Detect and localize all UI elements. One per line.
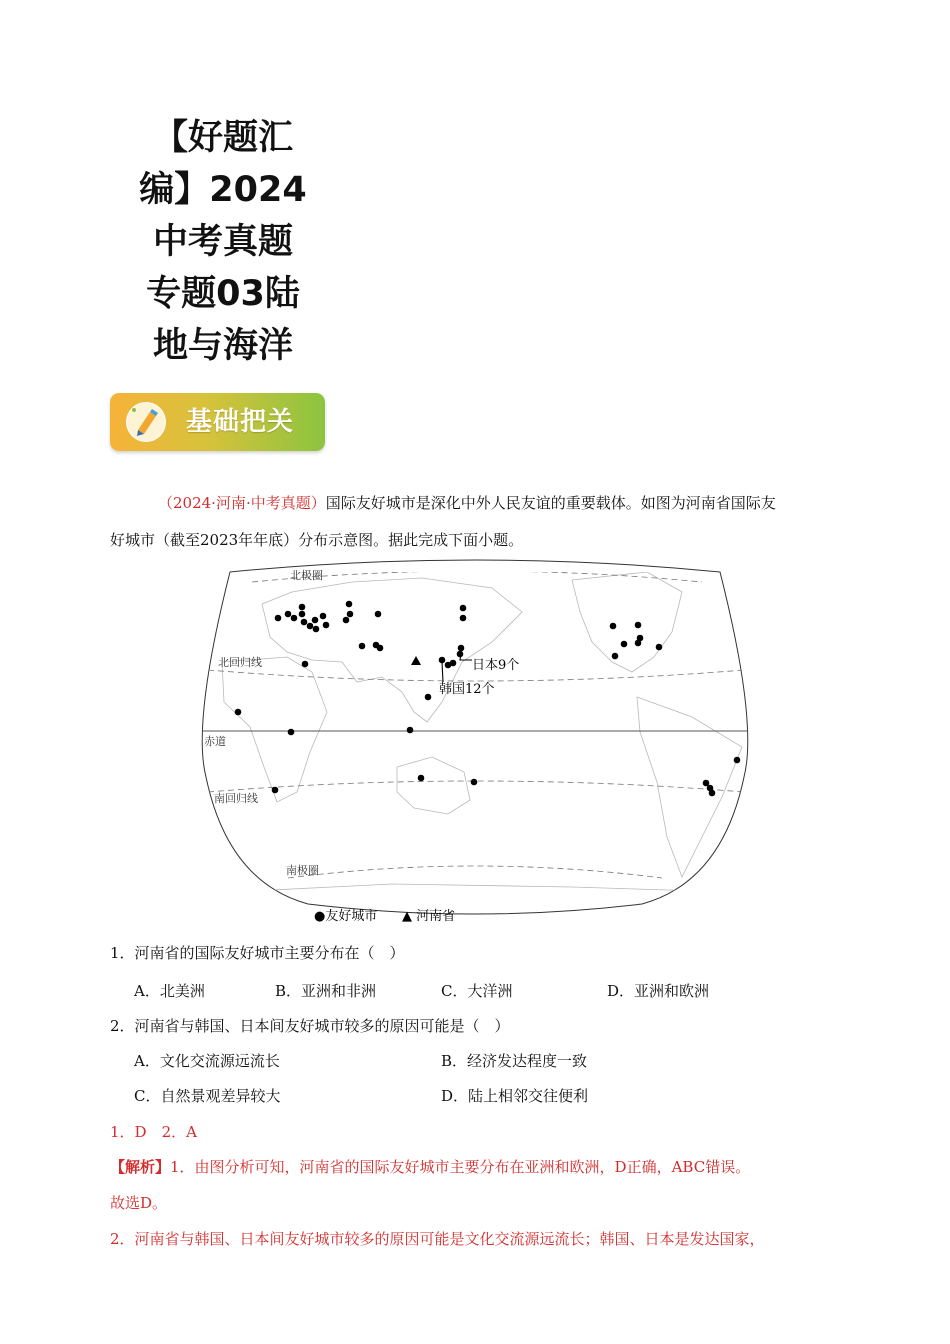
- q1-option-a: A．北美洲: [134, 982, 205, 1000]
- city-dot: [610, 623, 617, 630]
- city-dot: [235, 709, 242, 716]
- city-dot: [291, 615, 298, 622]
- city-dot: [460, 605, 467, 612]
- document-title: [118, 112, 328, 372]
- city-dot: [307, 623, 314, 630]
- q2-option-c: C．自然景观差异较大: [134, 1087, 281, 1105]
- city-dot: [656, 644, 663, 651]
- answer-key: 1．D 2．A: [110, 1123, 197, 1141]
- city-dot: [460, 615, 467, 622]
- title-line: 地与海洋: [152, 326, 293, 366]
- section-badge: [110, 393, 325, 451]
- city-dot: [375, 611, 382, 618]
- q1-option-d: D．亚洲和欧洲: [607, 982, 710, 1000]
- city-dot: [320, 613, 327, 620]
- question-2-stem: 2．河南省与韩国、日本间友好城市较多的原因可能是（ ）: [110, 1017, 510, 1035]
- label-arctic-circle: 北极圈: [290, 569, 323, 582]
- q2-option-a: A．文化交流源远流长: [134, 1052, 280, 1070]
- city-dot: [450, 660, 457, 667]
- city-dot: [457, 651, 464, 658]
- city-dot: [418, 775, 425, 782]
- explanation-1: [110, 1156, 750, 1177]
- intro-text: 国际友好城市是深化中外人民友谊的重要载体。如图为河南省国际友: [325, 494, 776, 512]
- label-equator: 赤道: [204, 735, 226, 748]
- title-line: 编】2024: [139, 170, 307, 210]
- q1-option-b: B．亚洲和非洲: [275, 982, 377, 1000]
- pen-icon: [126, 402, 166, 442]
- question-intro: [110, 485, 840, 559]
- legend-city: ●友好城市: [314, 909, 378, 924]
- q2-option-b: B．经济发达程度一致: [441, 1052, 588, 1070]
- city-dot: [313, 626, 320, 633]
- city-dot: [621, 641, 628, 648]
- question-1-stem: 1．河南省的国际友好城市主要分布在（ ）: [110, 944, 405, 962]
- city-dot: [635, 622, 642, 629]
- explanation-label: 【解析】: [110, 1158, 171, 1176]
- city-dot: [359, 643, 366, 650]
- city-dot: [425, 694, 432, 701]
- city-dot: [288, 729, 295, 736]
- city-dot: [635, 640, 642, 647]
- badge-label: 基础把关: [186, 407, 295, 437]
- city-dot: [734, 757, 741, 764]
- label-korea: 韩国12个: [439, 682, 495, 697]
- city-dot: [299, 604, 306, 611]
- city-dot: [471, 779, 478, 786]
- city-dot: [302, 661, 309, 668]
- explanation-2: 2．河南省与韩国、日本间友好城市较多的原因可能是文化交流源远流长；韩国、日本是发达国家，: [110, 1230, 765, 1248]
- map-border: [202, 560, 748, 914]
- city-dot: [458, 645, 465, 652]
- explanation-1-text: 1．由图分析可知，河南省的国际友好城市主要分布在亚洲和欧洲，D正确，ABC错误。: [170, 1158, 751, 1176]
- city-dot: [285, 611, 292, 618]
- city-dot: [299, 611, 306, 618]
- city-dot: [312, 617, 319, 624]
- legend-province: ▲ 河南省: [402, 909, 456, 924]
- city-dot: [407, 727, 414, 734]
- city-dot: [709, 790, 716, 797]
- title-line: 专题03陆: [146, 274, 300, 314]
- world-map: [192, 552, 758, 928]
- city-dot: [275, 615, 282, 622]
- q2-option-d: D．陆上相邻交往便利: [441, 1087, 589, 1105]
- question-source: （2024·河南·中考真题）: [158, 494, 326, 512]
- city-dot: [612, 653, 619, 660]
- label-tropic-capricorn: 南回归线: [214, 792, 258, 805]
- title-line: 【好题汇: [152, 118, 293, 158]
- explanation-1-conclusion: 故选D。: [110, 1194, 168, 1212]
- label-japan: 日本9个: [472, 658, 520, 673]
- city-dot: [343, 617, 350, 624]
- title-line: 中考真题: [152, 222, 293, 262]
- label-antarctic-circle: 南极圈: [286, 864, 319, 877]
- intro-text: 好城市（截至2023年年底）分布示意图。据此完成下面小题。: [110, 531, 524, 549]
- label-tropic-cancer: 北回归线: [218, 656, 262, 669]
- city-dot: [323, 622, 330, 629]
- city-dot: [346, 601, 353, 608]
- city-dot: [347, 611, 354, 618]
- city-dot: [301, 619, 308, 626]
- city-dot: [377, 645, 384, 652]
- city-dot: [272, 787, 279, 794]
- q1-option-c: C．大洋洲: [441, 982, 513, 1000]
